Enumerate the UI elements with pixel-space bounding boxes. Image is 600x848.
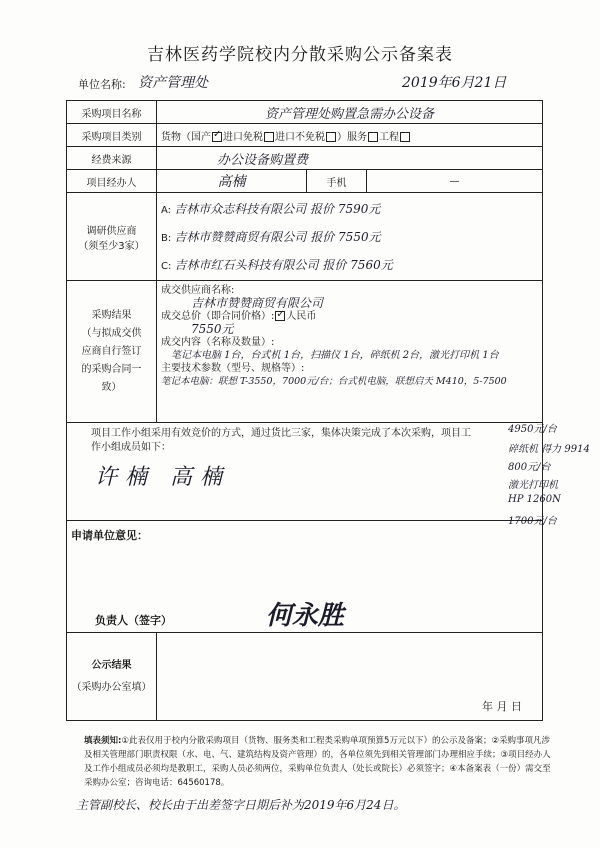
project-type-options xyxy=(157,124,543,147)
result-content xyxy=(157,281,543,423)
deal-price-value: 7550元 xyxy=(191,322,234,336)
team-text: 项目工作小组采用有效竞价的方式，通过货比三家，集体决策完成了本次采购，项目工作小组成员如下： xyxy=(91,428,471,453)
side-note: 1700元/台 xyxy=(508,516,557,527)
import-free-checkbox[interactable] xyxy=(264,132,274,142)
deal-content-label: 成交内容（名称及数量）: xyxy=(161,337,275,348)
supplier-item xyxy=(161,223,538,251)
import-nonfree-text: 进口不免税 xyxy=(275,131,325,143)
project-name-value: 资产管理处购置急需办公设备 xyxy=(157,101,543,124)
result-label-line: 的采购合同一 xyxy=(81,363,142,375)
import-nonfree-checkbox[interactable] xyxy=(326,132,336,142)
unit-label: 单位名称: xyxy=(78,78,126,91)
deal-supplier-label: 成交供应商名称: xyxy=(161,285,235,296)
side-note: 800元/台 xyxy=(508,462,551,473)
form-date: 2019年6月21日 xyxy=(402,75,507,91)
goods-option-text: 货物（国产 xyxy=(161,131,211,143)
result-label-line: 致） xyxy=(101,381,122,393)
service-checkbox[interactable] xyxy=(368,132,378,142)
sign-label: 负责人（签字） xyxy=(95,614,172,627)
handwritten-note: 主管副校长、校长由于出差签字日期后补为2019年6月24日。 xyxy=(76,798,406,812)
supplier-item xyxy=(161,195,538,223)
import-free-text: 进口免税 xyxy=(223,131,263,143)
team-signatures: 许楠 高楠 xyxy=(95,465,230,490)
project-type-label: 采购项目类别 xyxy=(67,124,157,147)
supplier-text: 吉林市众志科技有限公司 报价 7590元 xyxy=(174,201,381,216)
result-label-line: （与拟成交供 xyxy=(81,327,142,339)
spec-value: 笔记本电脑：联想 T-3550，7000元/台；台式机电脑，联想启天 M410，5-7500 xyxy=(161,376,507,387)
publicity-date: 年 月 日 xyxy=(157,633,543,721)
supplier-prefix: A: xyxy=(161,204,172,216)
spec-label: 主要技术参数（型号、规格等）: xyxy=(161,363,305,374)
footer-text: ①此表仅用于校内分散采购项目（货物、服务类和工程类采购单项预算5万元以下）的公示及备案；②采购事项凡涉及相关管理部门职责权限（水、电、气、建筑结构及资产管理）的，各单位须先到相关管理部门办理相应手续；③项目经办人及工作小组成员必须均是教职工，采购人员必须两位，采购单位负责人（处长或院长）必须签字；④本备案表（一份）需交至采购办公室；咨询电话：64560178。 xyxy=(84,736,551,788)
side-note: 激光打印机 xyxy=(508,480,558,491)
phone-value: — xyxy=(367,170,543,193)
engineering-text: 工程 xyxy=(379,131,399,143)
supplier-item xyxy=(161,251,538,279)
result-label xyxy=(67,281,157,423)
deal-supplier-value: 吉林市赞赞商贸有限公司 xyxy=(191,296,324,310)
deal-content-value: 笔记本电脑 1台，台式机 1台，扫描仪 1台，碎纸机 2台，激光打印机 1台 xyxy=(171,350,499,361)
side-note: HP 1260N xyxy=(508,494,561,505)
supplier-prefix: B: xyxy=(161,232,172,244)
publicity-label-line2: （采购办公室填） xyxy=(71,681,152,693)
suppliers-label xyxy=(67,193,157,281)
apply-label: 申请单位意见： xyxy=(71,529,148,542)
funding-value: 办公设备购置费 xyxy=(157,147,543,170)
project-name-label: 采购项目名称 xyxy=(67,101,157,124)
approval-row xyxy=(71,595,538,632)
page-title: 吉林医药学院校内分散采购公示备案表 xyxy=(147,45,453,65)
unit-value: 资产管理处 xyxy=(138,75,208,91)
publicity-label-line1: 公示结果 xyxy=(91,659,132,671)
manager-label: 项目经办人 xyxy=(67,170,157,193)
rmb-checkbox[interactable] xyxy=(275,311,285,321)
footer-lead: 填表须知: xyxy=(84,736,122,746)
suppliers-list xyxy=(157,193,543,281)
team-section xyxy=(67,423,543,521)
publicity-label xyxy=(67,633,157,721)
record-form xyxy=(66,100,543,721)
suppliers-label-line2: （须至少3家） xyxy=(78,240,145,252)
manager-value: 高楠 xyxy=(157,170,307,193)
result-label-line: 应商自行签订 xyxy=(81,345,142,357)
funding-label: 经费来源 xyxy=(67,147,157,170)
supplier-text: 吉林市赞赞商贸有限公司 报价 7550元 xyxy=(174,229,381,244)
currency-label: 人民币 xyxy=(286,311,317,322)
phone-label: 手机 xyxy=(307,170,367,193)
service-text: ）服务 xyxy=(337,131,367,143)
side-note: 碎纸机 得力 9914 xyxy=(508,444,590,455)
supplier-text: 吉林市红石头科技有限公司 报价 7560元 xyxy=(174,257,393,272)
sign-value: 何永胜 xyxy=(265,601,344,631)
supplier-prefix: C: xyxy=(161,260,172,272)
result-label-line: 采购结果 xyxy=(91,309,132,321)
suppliers-label-line1: 调研供应商 xyxy=(86,225,137,237)
side-note: 4950元/台 xyxy=(508,424,557,435)
domestic-checkbox[interactable] xyxy=(212,132,222,142)
engineering-checkbox[interactable] xyxy=(400,132,410,142)
apply-section xyxy=(67,521,543,633)
deal-price-label: 成交总价（即合同价格）: xyxy=(161,311,275,322)
footer-instructions xyxy=(84,734,554,790)
